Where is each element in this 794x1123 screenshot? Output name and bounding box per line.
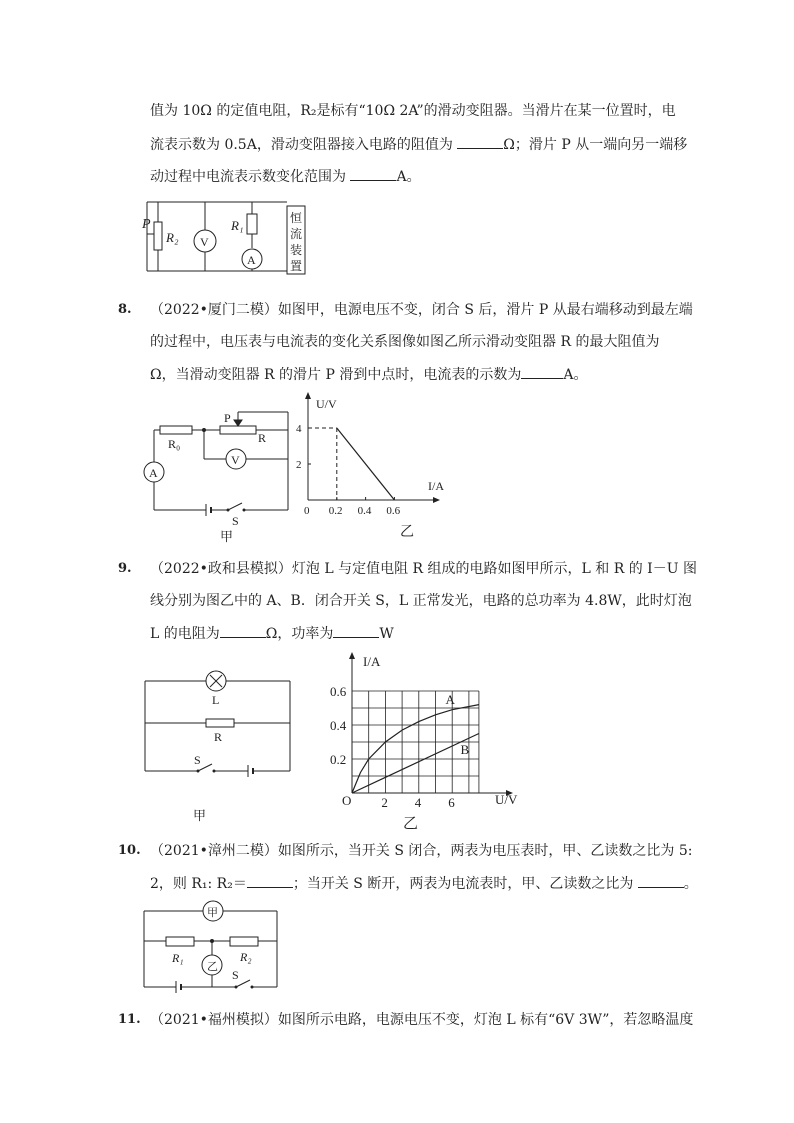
q9-iu-graph — [325, 650, 525, 836]
q8-circuit-diagram — [140, 408, 300, 548]
q8-origin-label: 0 — [304, 505, 310, 517]
question-number: 9. — [118, 561, 132, 576]
meter-jia: 甲 — [207, 907, 218, 919]
q10-r2-label: R₂ — [240, 950, 252, 964]
q8-p-label: P — [224, 411, 231, 425]
answer-blank[interactable] — [350, 166, 396, 181]
q7-text-line1: 值为 10Ω 的定值电阻，R₂是标有“10Ω 2A”的滑动变阻器。当滑片在某一位置时，电 — [150, 103, 676, 119]
q10-circuit-diagram — [140, 898, 290, 1002]
q10-text-line2: 2，则 R₁: R₂＝ ；当开关 S 断开，两表为电流表时，甲、乙读数之比为 。 — [150, 873, 698, 894]
answer-blank[interactable] — [220, 623, 266, 638]
q8-caption-yi: 乙 — [400, 525, 414, 540]
ammeter-symbol: A — [149, 466, 158, 480]
box-char: 恒 — [290, 211, 303, 225]
q8-x-axis-label: I/A — [428, 479, 444, 493]
q11-text-line1: （2021•福州模拟）如图所示电路，电源电压不变，灯泡 L 标有“6V 3W”，若忽略温度 — [150, 1012, 694, 1028]
q7-r1-label: R₁ — [231, 218, 244, 233]
q8-r0-label: R₀ — [168, 437, 181, 451]
q9-caption-jia: 甲 — [193, 808, 207, 823]
q8-switch-label: S — [232, 514, 239, 528]
q9-series-label: B — [460, 741, 470, 757]
q9-caption-yi: 乙 — [403, 816, 419, 832]
question-number: 8. — [118, 302, 132, 317]
answer-blank[interactable] — [638, 873, 684, 888]
q10-switch-label: S — [232, 968, 239, 982]
question-number: 11. — [118, 1012, 141, 1027]
q8-x-tick-label: 0.4 — [357, 505, 372, 517]
answer-blank[interactable] — [521, 364, 563, 379]
q9-text-line2: 线分别为图乙中的 A、B．闭合开关 S，L 正常发光，电路的总功率为 4.8W，此时灯泡 — [150, 593, 692, 609]
answer-blank[interactable] — [333, 623, 379, 638]
q8-y-tick-label: 2 — [296, 459, 302, 471]
q9-l-label: L — [212, 693, 220, 707]
q10-text-line1: （2021•漳州二模）如图所示，当开关 S 闭合，两表为电压表时，甲、乙读数之比为 5: — [150, 843, 693, 859]
q9-y-tick-label: 0.4 — [330, 718, 347, 733]
q8-x-tick-label: 0.6 — [386, 505, 401, 517]
voltmeter-symbol: V — [200, 235, 209, 249]
answer-blank[interactable] — [457, 134, 503, 149]
q9-text-line1: （2022•政和县模拟）灯泡 L 与定值电阻 R 组成的电路如图甲所示，L 和 R 的 I－U 图 — [150, 561, 697, 577]
q7-text-line2: 流表示数为 0.5A，滑动变阻器接入电路的阻值为 Ω；滑片 P 从一端向另一端移 — [150, 134, 687, 155]
q9-series-label: A — [445, 691, 455, 707]
q7-r2-label: R₂ — [166, 230, 179, 245]
q9-y-tick-label: 0.2 — [330, 752, 347, 767]
q8-ui-graph — [290, 390, 450, 550]
q8-x-tick-label: 0.2 — [328, 505, 343, 517]
meter-yi: 乙 — [207, 961, 218, 973]
q9-text-line3: L 的电阻为 Ω，功率为 W — [150, 623, 394, 644]
q8-caption-jia: 甲 — [220, 529, 234, 544]
q8-text-line2: 的过程中，电压表与电流表的变化关系图像如图乙所示滑动变阻器 R 的最大阻值为 — [150, 334, 660, 350]
q10-r1-label: R₁ — [172, 951, 184, 965]
q9-x-tick-label: 4 — [414, 795, 422, 810]
q9-switch-label: S — [194, 753, 201, 767]
q9-r-label: R — [214, 730, 223, 744]
box-char: 装 — [290, 243, 303, 257]
q8-text-line3: Ω，当滑动变阻器 R 的滑片 P 滑到中点时，电流表的示数为 A。 — [150, 364, 588, 385]
q9-y-tick-label: 0.6 — [330, 684, 347, 699]
q8-r-label: R — [258, 431, 267, 445]
q8-series-line — [337, 428, 395, 500]
voltmeter-symbol: V — [231, 453, 240, 467]
q8-text-line1: （2022•厦门二模）如图甲，电源电压不变，闭合 S 后，滑片 P 从最右端移动到最左端 — [150, 302, 693, 318]
answer-blank[interactable] — [247, 873, 293, 888]
q8-y-axis-label: U/V — [316, 397, 337, 411]
question-number: 10. — [118, 843, 141, 858]
q8-y-tick-label: 4 — [296, 423, 302, 435]
box-char: 置 — [290, 259, 303, 273]
q9-circuit-diagram — [140, 668, 300, 828]
q7-p-label: P — [142, 217, 151, 232]
ammeter-symbol: A — [247, 253, 256, 267]
q9-x-tick-label: 6 — [448, 795, 455, 810]
q9-x-axis-label: U/V — [495, 792, 518, 807]
q9-origin-label: O — [342, 793, 352, 808]
q7-text-line3: 动过程中电流表示数变化范围为 A。 — [150, 166, 421, 187]
box-char: 流 — [290, 227, 303, 241]
q9-x-tick-label: 2 — [381, 795, 388, 810]
q7-circuit-diagram — [140, 198, 310, 278]
q9-y-axis-label: I/A — [363, 654, 381, 669]
